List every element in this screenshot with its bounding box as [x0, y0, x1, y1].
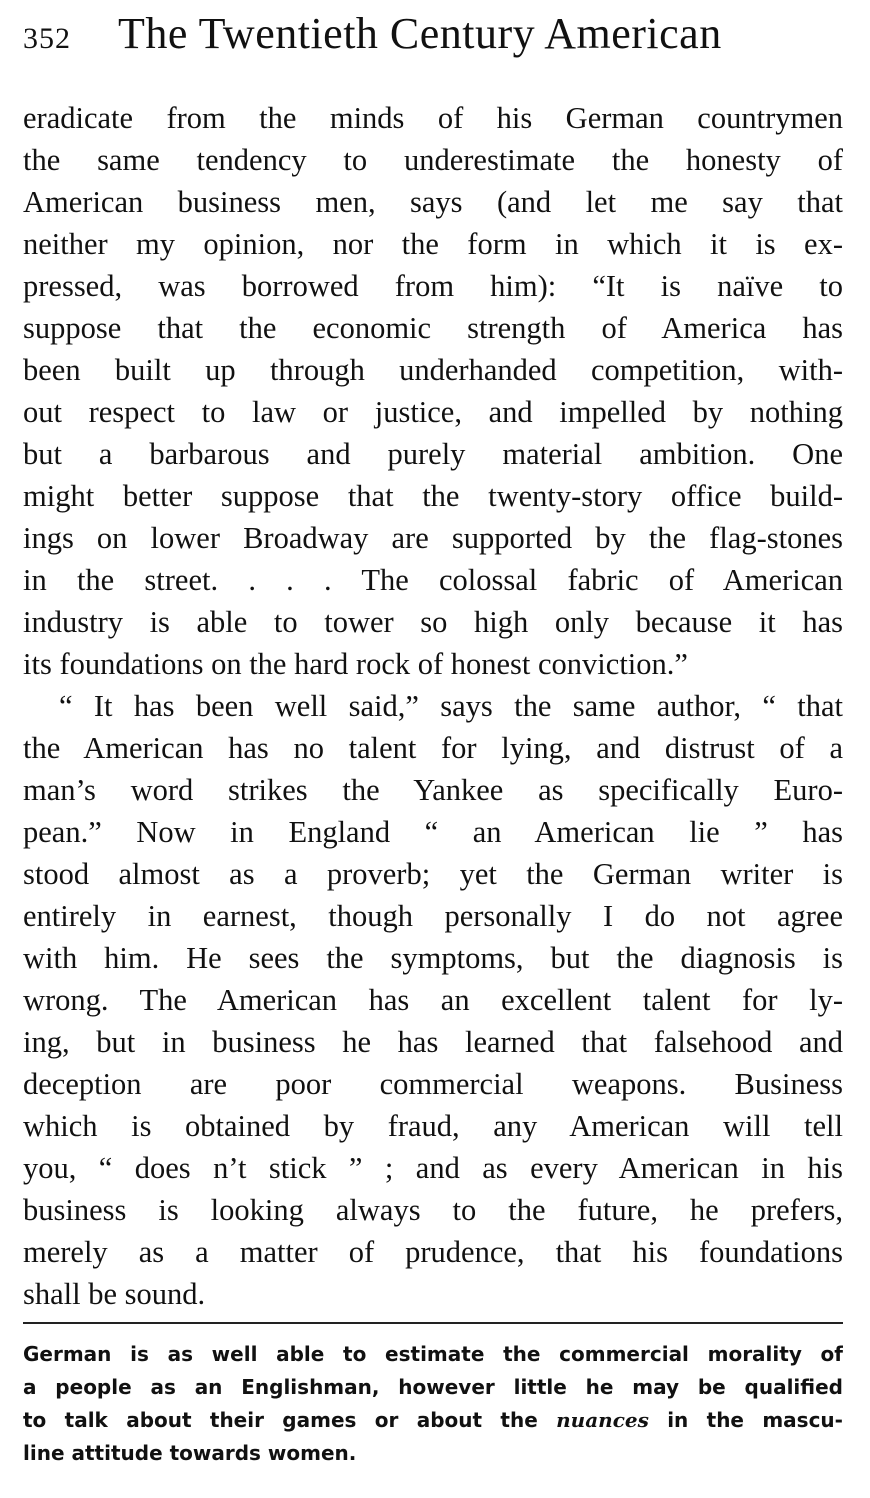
footnote-text: in the mascu- — [667, 1408, 843, 1432]
text-line: industry is able to tower so high only because it has — [23, 605, 843, 639]
book-page — [23, 0, 843, 1498]
text-line: you, “ does n’t stick ” ; and as every American in his — [23, 1151, 843, 1185]
footnote-line: line attitude towards women. — [23, 1441, 357, 1465]
text-line: which is obtained by fraud, any American will tell — [23, 1109, 843, 1143]
text-line: man’s word strikes the Yankee as specifically Euro- — [23, 773, 843, 807]
footnote-line: German is as well able to estimate the commercial morality of — [23, 1342, 843, 1366]
text-line: eradicate from the minds of his German countrymen — [23, 101, 843, 135]
text-line: stood almost as a proverb; yet the German writer is — [23, 857, 843, 891]
text-line: been built up through underhanded competition, with- — [23, 353, 843, 387]
text-line: but a barbarous and purely material ambition. One — [23, 437, 843, 471]
running-head — [23, 8, 843, 68]
running-title: The Twentieth Century American — [118, 9, 722, 58]
body-text — [23, 97, 843, 1315]
text-line: its foundations on the hard rock of honest conviction.” — [23, 647, 688, 681]
text-line: ing, but in business he has learned that falsehood and — [23, 1025, 843, 1059]
text-line: “ It has been well said,” says the same author, “ that — [59, 689, 843, 723]
text-line: American business men, says (and let me say that — [23, 185, 843, 219]
text-line: business is looking always to the future, he prefers, — [23, 1193, 843, 1227]
text-line: deception are poor commercial weapons. Business — [23, 1067, 843, 1101]
text-line: out respect to law or justice, and impelled by nothing — [23, 395, 843, 429]
footnote-text: to talk about their games or about the — [23, 1408, 538, 1432]
text-line: ings on lower Broadway are supported by the flag-stones — [23, 521, 843, 555]
footnote-line: a people as an Englishman, however little he may be qualified — [23, 1375, 843, 1399]
text-line: suppose that the economic strength of America has — [23, 311, 843, 345]
text-line: might better suppose that the twenty-story office build- — [23, 479, 843, 513]
text-line: merely as a matter of prudence, that his foundations — [23, 1235, 843, 1269]
text-line: with him. He sees the symptoms, but the diagnosis is — [23, 941, 843, 975]
text-line: neither my opinion, nor the form in which it is ex- — [23, 227, 843, 261]
text-line: wrong. The American has an excellent talent for ly- — [23, 983, 843, 1017]
text-line: pean.” Now in England “ an American lie ” has — [23, 815, 843, 849]
text-line: the American has no talent for lying, and distrust of a — [23, 731, 843, 765]
footnote-italic-term: nuances — [556, 1408, 649, 1432]
page-number: 352 — [23, 22, 71, 55]
footnote-rule — [23, 1322, 843, 1324]
text-line: shall be sound. — [23, 1277, 206, 1311]
text-line: entirely in earnest, though personally I do not agree — [23, 899, 843, 933]
text-line: the same tendency to underestimate the honesty of — [23, 143, 843, 177]
footnote-line — [23, 1404, 843, 1437]
footnote — [23, 1338, 843, 1470]
text-line: pressed, was borrowed from him): “It is naïve to — [23, 269, 843, 303]
text-line: in the street. . . . The colossal fabric of American — [23, 563, 843, 597]
